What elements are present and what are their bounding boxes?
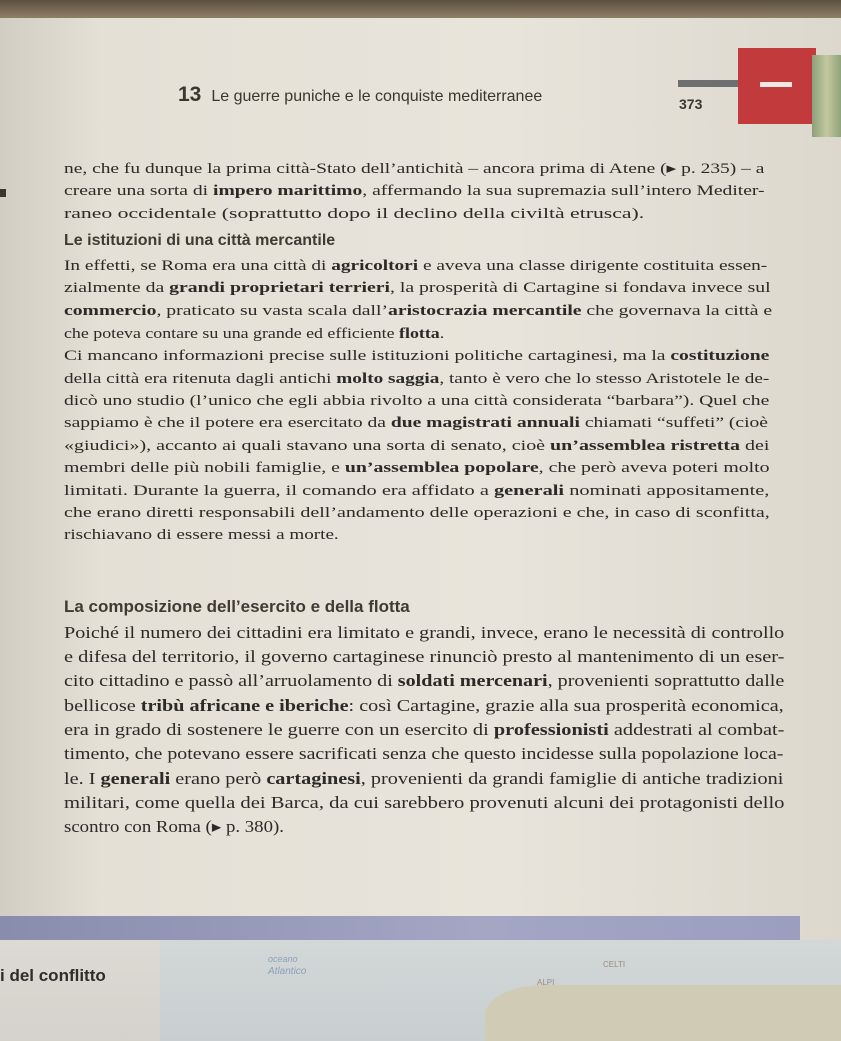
text-run: militari, come quella dei Barca, da cui sarebbero provenuti alcuni dei protagonisti dello [64, 793, 785, 812]
bold-text: aristocrazia mercantile [388, 303, 582, 319]
text-line [64, 697, 784, 715]
text-line [64, 205, 644, 223]
header-accent-white [760, 82, 792, 87]
text-run: era in grado di sostenere le guerre con un esercito di [64, 720, 494, 739]
text-run: . [439, 326, 445, 342]
text-run: erano però [170, 769, 267, 788]
bold-text: tribù africane e iberiche [140, 696, 349, 715]
text-line [64, 794, 784, 812]
header-accent-green [812, 55, 841, 137]
text-line [64, 672, 784, 690]
bold-text: un’assemblea popolare [344, 460, 539, 476]
bold-text: grandi proprietari terrieri [169, 280, 391, 296]
text-line [64, 526, 339, 544]
map-label-alps: ALPI [537, 978, 555, 987]
text-run: che erano diretti responsabili dell’andamento delle operazioni e che, in caso di sconfitta, [64, 505, 770, 521]
text-line [64, 347, 769, 365]
bold-text: generali [493, 483, 565, 499]
text-run: sappiamo è che il potere era esercitato da [64, 415, 391, 431]
map-box-title: i del conflitto [0, 966, 106, 985]
text-run: e aveva una classe dirigente costituita essen- [418, 258, 768, 274]
text-run: , tanto è vero che lo stesso Aristotele le de- [439, 371, 770, 387]
header-accent-gray [678, 80, 738, 87]
text-line [64, 302, 772, 320]
map-label-ocean: oceano [268, 954, 298, 964]
text-line [64, 770, 783, 788]
text-line [64, 648, 784, 666]
text-line [64, 459, 770, 477]
text-run: dei [740, 438, 770, 454]
text-run: raneo occidentale (soprattutto dopo il declino della civiltà etrusca). [64, 206, 645, 222]
text-line [64, 325, 444, 343]
bold-text: molto saggia [336, 371, 440, 387]
text-run: , provenienti soprattutto dalle [547, 671, 785, 690]
text-line [64, 182, 765, 200]
bold-text: commercio [64, 303, 157, 319]
text-run: membri delle più nobili famiglie, e [64, 460, 345, 476]
text-run: addestrati al combat- [608, 720, 785, 739]
text-line [64, 745, 783, 763]
map-label-atlantic: Atlantico [268, 966, 307, 977]
text-run: rischiavano di essere messi a morte. [64, 527, 339, 543]
text-run: che poteva contare su una grande ed efficiente [64, 326, 400, 342]
bold-text: flotta [399, 326, 440, 342]
bold-text: generali [100, 769, 171, 788]
text-line [64, 437, 769, 455]
text-run: ne, che fu dunque la prima città-Stato dell’antichità – ancora prima di Atene (▸ p. 235) – a [64, 161, 765, 177]
text-run: : così Cartagine, grazie alla sua prosperità economica, [348, 696, 784, 715]
text-run: scontro con Roma (▸ p. 380). [64, 817, 284, 836]
text-line [64, 818, 284, 836]
text-line [64, 482, 769, 500]
text-line [64, 257, 767, 275]
text-run: Ci mancano informazioni precise sulle istituzioni politiche cartaginesi, ma la [64, 348, 671, 364]
section-heading-army: La composizione dell’esercito e della flotta [64, 597, 410, 616]
bold-text: due magistrati annuali [390, 415, 580, 431]
bold-text: impero marittimo [213, 183, 363, 199]
text-line [64, 392, 769, 410]
text-run: , la prosperità di Cartagine si fondava invece sul [390, 280, 771, 296]
text-run: che governava la città e [581, 303, 773, 319]
text-line [64, 370, 769, 388]
bold-text: costituzione [670, 348, 770, 364]
text-line [64, 721, 784, 739]
chapter-title: Le guerre puniche e le conquiste mediterranee [211, 88, 543, 105]
text-run: creare una sorta di [64, 183, 214, 199]
text-run: chiamati “suffeti” (cioè [579, 415, 768, 431]
text-line [64, 414, 768, 432]
text-run: «giudici»), accanto ai quali stavano una sorta di senato, cioè [64, 438, 551, 454]
bold-text: soldati mercenari [397, 671, 548, 690]
text-line [64, 504, 770, 522]
text-run: timento, che potevano essere sacrificati senza che questo incidesse sulla popolazione loca- [64, 744, 784, 763]
bold-text: professionisti [493, 720, 609, 739]
margin-mark [0, 189, 6, 197]
text-line [64, 279, 771, 297]
text-run: cito cittadino e passò all’arruolamento di [64, 671, 398, 690]
box-separator-band [0, 916, 800, 940]
text-run: , provenienti da grandi famiglie di antiche tradizioni [360, 769, 784, 788]
text-run: limitati. Durante la guerra, il comando era affidato a [64, 483, 494, 499]
text-run: , che però aveva poteri molto [538, 460, 770, 476]
bold-text: un’assemblea ristretta [550, 438, 741, 454]
text-run: le. I [64, 769, 101, 788]
text-run: In effetti, se Roma era una città di [64, 258, 332, 274]
map-label-celts: CELTI [603, 960, 626, 969]
text-run: dicò uno studio (l’unico che egli abbia rivolto a una città considerata “barbara”). Quel che [64, 393, 770, 409]
text-line [64, 624, 784, 642]
section-heading-institutions: Le istituzioni di una città mercantile [64, 232, 336, 249]
text-run: , praticato su vasta scala dall’ [156, 303, 389, 319]
text-line [64, 160, 764, 178]
text-run: nominati appositamente, [564, 483, 770, 499]
text-run: e difesa del territorio, il governo cartaginese rinunciò presto al mantenimento di un eser- [64, 647, 785, 666]
text-run: della città era ritenuta dagli antichi [64, 371, 337, 387]
page-number: 373 [679, 96, 703, 112]
chapter-number: 13 [178, 83, 202, 106]
text-run: zialmente da [64, 280, 170, 296]
bold-text: cartaginesi [266, 769, 361, 788]
running-header [178, 83, 542, 107]
text-run: Poiché il numero dei cittadini era limitato e grandi, invece, erano le necessità di controllo [64, 623, 785, 642]
map-land [485, 985, 841, 1041]
bold-text: agricoltori [331, 258, 419, 274]
text-run: bellicose [64, 696, 141, 715]
text-run: , affermando la sua supremazia sull’intero Mediter- [362, 183, 765, 199]
